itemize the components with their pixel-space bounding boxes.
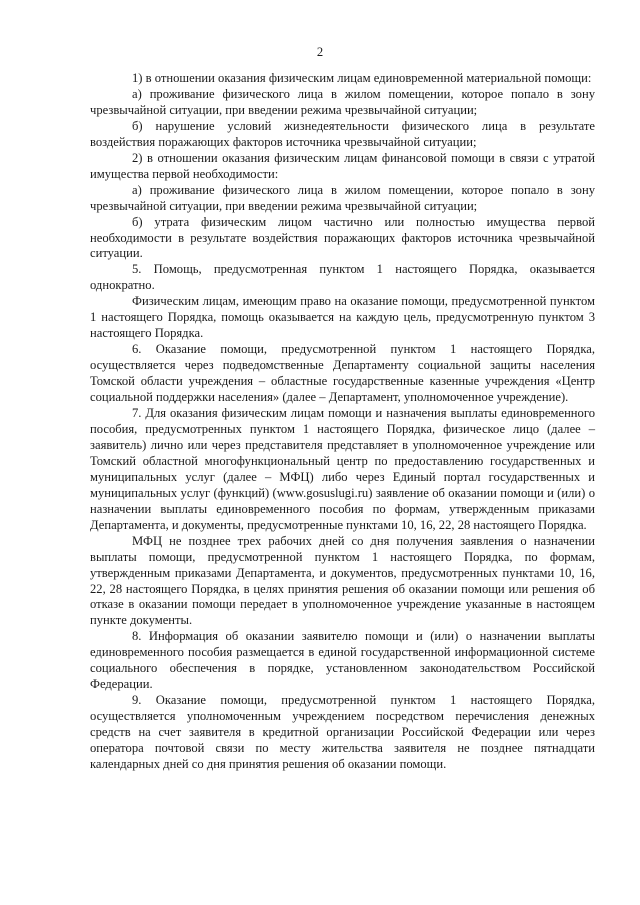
paragraph: 5. Помощь, предусмотренная пунктом 1 настоящего Порядка, оказывается однократно. xyxy=(90,262,595,293)
paragraph: б) нарушение условий жизнедеятельности физического лица в результате воздействия поражающих факторов источника чрезвычайной ситуации; xyxy=(90,118,595,149)
paragraph: б) утрата физическим лицом частично или полностью имущества первой необходимости в результате воздействия поражающих факторов источника чрезвычайной ситуации. xyxy=(90,214,595,261)
paragraph: а) проживание физического лица в жилом помещении, которое попало в зону чрезвычайной ситуации, при введении режима чрезвычайной ситуации; xyxy=(90,182,595,213)
paragraph: Физическим лицам, имеющим право на оказание помощи, предусмотренной пунктом 1 настоящего Порядка, помощь оказывается на каждую цель, предусмотренную пунктом 3 настоящего Порядка. xyxy=(90,294,595,341)
page-number: 2 xyxy=(316,45,324,59)
paragraph: 2) в отношении оказания физическим лицам финансовой помощи в связи с утратой имущества первой необходимости: xyxy=(90,150,595,181)
paragraph: МФЦ не позднее трех рабочих дней со дня получения заявления о назначении выплаты помощи, предусмотренной пунктом 1 настоящего Порядка, по формам, утвержденным приказами Департамента, и документов, предусмотренных пунктами 10, 16, 22, 28 настоящего Порядка, в целях принятия решения об оказании помощи или решения об отказе в оказании помощи передает в уполномоченное учреждение указанные в настоящем пункте документы. xyxy=(90,533,595,628)
paragraph: а) проживание физического лица в жилом помещении, которое попало в зону чрезвычайной ситуации, при введении режима чрезвычайной ситуации; xyxy=(90,86,595,117)
paragraph: 8. Информация об оказании заявителю помощи и (или) о назначении выплаты единовременного пособия размещается в единой государственной информационной системе социального обеспечения в порядке, установленном законодательством Российской Федерации. xyxy=(90,629,595,692)
paragraph: 7. Для оказания физическим лицам помощи и назначения выплаты единовременного пособия, предусмотренных пунктом 1 настоящего Порядка, физическое лицо (далее – заявитель) лично или через представителя представляет в уполномоченное учреждение или Томский областной многофункциональный центр по предоставлению государственных и муниципальных услуг (далее – МФЦ) либо через Единый портал государственных и муниципальных услуг (функций) (www.gosuslugi.ru) заявление об оказании помощи и (или) о назначении выплаты единовременного пособия по формам, утвержденным приказами Департамента, и документы, предусмотренные пунктами 10, 16, 22, 28 настоящего Порядка. xyxy=(90,406,595,532)
document-body xyxy=(90,71,595,773)
paragraph: 6. Оказание помощи, предусмотренной пунктом 1 настоящего Порядка, осуществляется через подведомственные Департаменту социальной защиты населения Томской области учреждения – областные государственные казенные учреждения «Центр социальной поддержки населения» (далее – Департамент, уполномоченное учреждение). xyxy=(90,342,595,405)
paragraph: 1) в отношении оказания физическим лицам единовременной материальной помощи: xyxy=(132,71,592,85)
paragraph: 9. Оказание помощи, предусмотренной пунктом 1 настоящего Порядка, осуществляется уполномоченным учреждением посредством перечисления денежных средств на счет заявителя в кредитной организации Российской Федерации или через оператора почтовой связи по месту жительства заявителя не позднее пятнадцати календарных дней со дня принятия решения об оказании помощи. xyxy=(90,693,595,771)
